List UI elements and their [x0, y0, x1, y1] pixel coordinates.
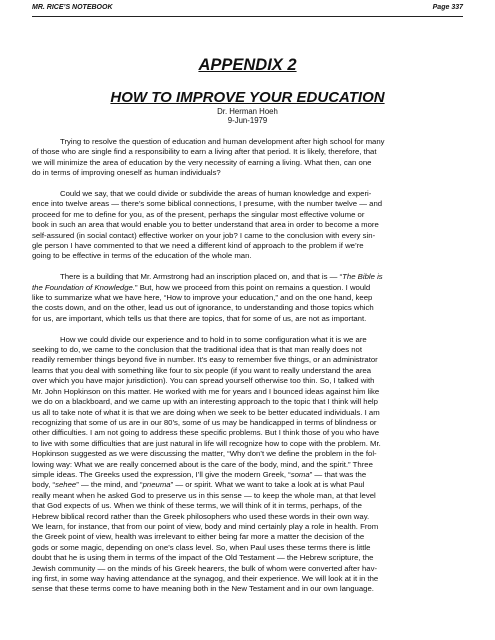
header-book-title: MR. RICE’S NOTEBOOK: [32, 4, 113, 11]
greek-term-sehee: sehee: [55, 480, 77, 490]
paragraph-4-text-4: ” — or spirit. What we want to take a look at is what Paul really meant when he asked God to preserve us in this sense — to keep the whole man, at that level that God expects of us. When we think of these terms, we will think of it in terms, perhaps, of the Hebrew biblical record rather than the Greek philosophers who used these words in their own way. We learn, for instance, that from our point of view, body and mind certainly play a role in health. From the Greek point of view, health was irrelevant to either being far more a matter the decision of the gods or some magic, depending on one’s class level. So, when Paul uses these terms there is little doubt that he is using them in terms of the impact of the Old Testament — the Hebrew scripture, the Jewish community — on the minds of his Greek hearers, the bulk of whom were converted after hav- ing first, in some way having attendance at the synagog, and their experience. We will look at it in the sense that these terms come to have meaning both in the New Testament and in our own language.: [32, 480, 379, 594]
appendix-heading: APPENDIX 2: [198, 56, 297, 74]
inscription-quote: The Bible is the Foundation of Knowledge.: [32, 272, 383, 292]
body-text: [32, 137, 463, 595]
paragraph-3: [32, 272, 463, 324]
paragraph-4: [32, 335, 463, 595]
header-page-number: Page 337: [432, 4, 463, 11]
greek-term-pneuma: pneuma: [142, 480, 171, 490]
paragraph-1: Trying to resolve the question of education and human development after high school for many of those who are single find a responsibility to earn a living after that period. It is likely, therefore, that we will minimize the area of education by the very necessity of earning a living. What then, can one do in terms of improving oneself as human individuals?: [32, 137, 385, 178]
paragraph-4-text-2: ” — that was the body, “: [32, 469, 367, 490]
paragraph-3-text: There is a building that Mr. Armstrong had an inscription placed on, and that is — “: [60, 272, 343, 282]
paragraph-3-text-cont: ” But, how we proceed from this point on remains a question. I would like to summarize what we have here, “How to improve your education,” and on the one hand, keep the costs down, and on the other, lead us out of ignorance, to understanding and those topics which for us, are important, which tells us that there are topics, that for some of us, are not as important.: [32, 282, 374, 323]
running-header: [32, 4, 463, 17]
author-line: Dr. Herman Hoeh: [217, 107, 278, 116]
document-title: HOW TO IMPROVE YOUR EDUCATION: [110, 89, 385, 106]
greek-term-soma: soma: [290, 469, 310, 479]
paragraph-4-text: How we could divide our experience and to hold in to some configuration what it is we are seeking to do, we came to the conclusion that the traditional idea that is that man really does not readily remember things beyond five in number. It’s easy to remember five things, or an administrator learns that you deal with something like four to six people (if you want to really understand the area over which you have major jurisdiction). You can spread yourself otherwise too thin. So, I talked with Mr. John Hopkinson on this matter. He worked with me for years and I bounced ideas against him like we do on a blackboard, and we came up with an interesting approach to the topic that I think will help us all to take note of what it is that we are doing when we seek to be better educated individuals. I am recognizing that some of us are in our 80’s, some of us may be handicapped in terms of blindness or other difficulties. I am not going to address these specific problems. But I think those of you who have to live with some difficulties that are just natural in life will recognize how to cope with the problem. Mr. Hopkinson suggested as we were discussing the matter, “Why don’t we define the problem in the fol- lowing way: What we are really concerned about is the care of the body, mind, and the spirit.” Three simple ideas. The Greeks used the expression, I’ll give the modern Greek, “: [32, 334, 381, 479]
paragraph-2: Could we say, that we could divide or subdivide the areas of human knowledge and experi- ence into twelve areas — there’s some biblical connections, I presume, with the number twelve — and proceed for me to define for you, as of the present, perhaps the singular most effective volume or book in such an area that would enable you to better understand that area in order to become a more self-assured (in social contact) effective worker on your job? I came to the conclusion with every sin- gle person I have commented to that we need a different kind of approach to the problem if we’re going to be effective in terms of the education of the whole man.: [32, 189, 383, 261]
paragraph-4-text-3: ” — the mind, and “: [76, 480, 143, 490]
date-line: 9-Jun-1979: [227, 116, 268, 125]
